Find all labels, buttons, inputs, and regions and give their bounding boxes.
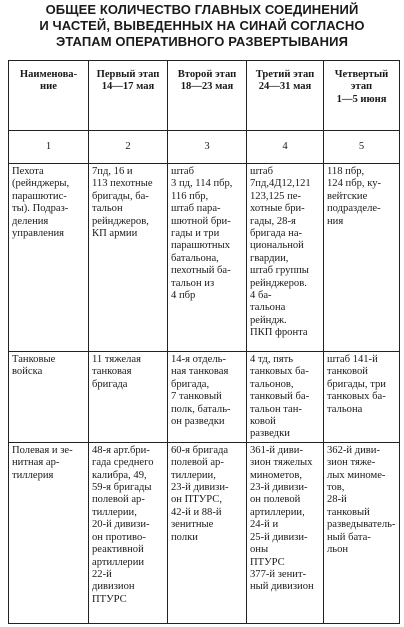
deployment-table: [8, 60, 400, 624]
table-title: [0, 2, 404, 50]
title-line: И ЧАСТЕЙ, ВЫВЕДЕННЫХ НА СИНАЙ СОГЛАСНО: [39, 18, 365, 33]
title-line: ЭТАПАМ ОПЕРАТИВНОГО РАЗВЕРТЫВАНИЯ: [55, 34, 349, 49]
column-number: 3: [168, 131, 247, 164]
table-header-row: [9, 61, 400, 131]
table-cell: 362-й диви- зион тяже- лых миноме- тов, 28-й танковый разведыватель- ный бата- льон: [324, 442, 400, 623]
table-cell: 7пд, 16 и 113 пехотные бригады, ба- тальон рейнджеров, КП армии: [89, 164, 168, 352]
table-cell: 118 пбр, 124 пбр, ку- вейтские подразделе- ния: [324, 164, 400, 352]
table-cell: 361-й диви- зион тяжелых минометов, 23-й дивизи- он полевой артиллерии, 24-й и 25-й дивизи- оны ПТУРС 377-й зенит- ный дивизион: [247, 442, 324, 623]
header-stage-2: Второй этап 18—23 мая: [168, 61, 247, 131]
header-stage-4: Четвертый этап 1—5 июня: [324, 61, 400, 131]
column-number: 4: [247, 131, 324, 164]
table-cell: штаб 3 пд, 114 пбр, 116 пбр, штаб пара- шютной бри- гады и три парашютных батальона, пехотный ба- тальон из 4 пбр: [168, 164, 247, 352]
table-cell: 48-я арт.бри- гада среднего калибра, 49, 59-я бригады полевой ар- тиллерии, 20-й дивизи- он противо- реактивной артиллерии 22-й дивизион ПТУРС: [89, 442, 168, 623]
table-cell: 4 тд, пять танковых ба- тальонов, танковый ба- тальон тан- ковой разведки: [247, 352, 324, 443]
table-cell: штаб 141-й танковой бригады, три танковых ба- тальона: [324, 352, 400, 443]
column-number: 2: [89, 131, 168, 164]
column-number: 5: [324, 131, 400, 164]
table-row-armor: [9, 352, 400, 443]
table-cell: 60-я бригада полевой ар- тиллерии, 23-й дивизи- он ПТУРС, 42-й и 88-й зенитные полки: [168, 442, 247, 623]
table-row-artillery: [9, 442, 400, 623]
table-row-infantry: [9, 164, 400, 352]
table-cell: 11 тяжелая танковая бригада: [89, 352, 168, 443]
title-line: ОБЩЕЕ КОЛИЧЕСТВО ГЛАВНЫХ СОЕДИНЕНИЙ: [45, 2, 359, 17]
column-number-row: [9, 131, 400, 164]
column-number: 1: [9, 131, 89, 164]
header-name: Наименова- ние: [9, 61, 89, 131]
row-label: Пехота (рейнджеры, парашютис- ты). Подраз- деления управления: [9, 164, 89, 352]
table-cell: штаб 7пд,4Д12,121 123,125 пе- хотные бри- гады, 28-я бригада на- циональной гвардии, штаб группы рейнджеров. 4 ба- тальона рейндж. ПКП фронта: [247, 164, 324, 352]
row-label: Полевая и зе- нитная ар- тиллерия: [9, 442, 89, 623]
table-cell: 14-я отдель- ная танковая бригада, 7 танковый полк, баталь- он разведки: [168, 352, 247, 443]
header-stage-3: Третий этап 24—31 мая: [247, 61, 324, 131]
row-label: Танковые войска: [9, 352, 89, 443]
header-stage-1: Первый этап 14—17 мая: [89, 61, 168, 131]
